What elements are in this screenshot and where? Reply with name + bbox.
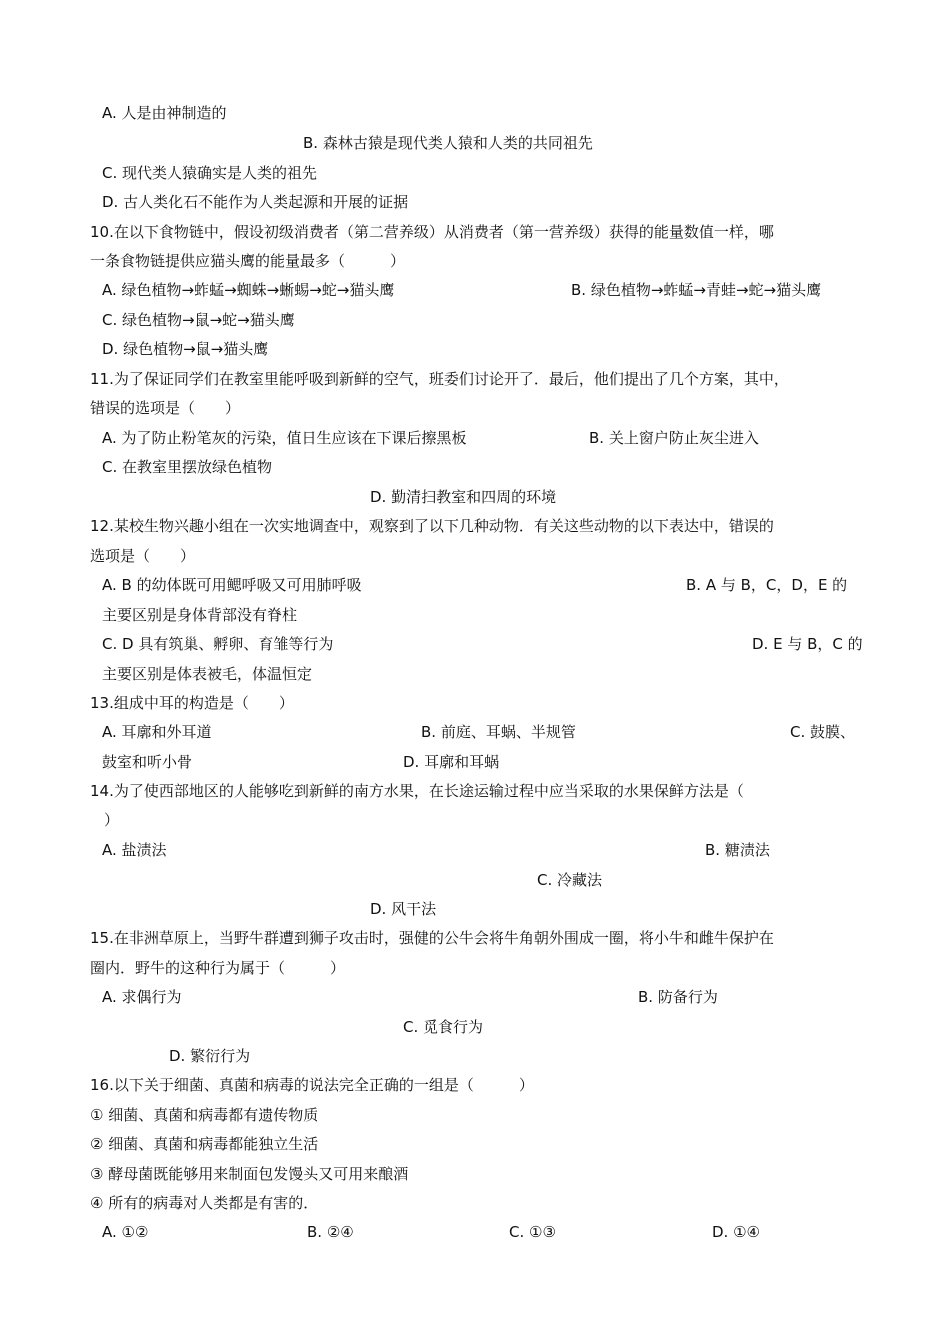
q16-option-d: D. ①④ [712, 1223, 760, 1241]
q10-option-b: B. 绿色植物→蚱蜢→青蛙→蛇→猫头鹰 [571, 281, 822, 299]
q16-statement-2: ② 细菌、真菌和病毒都能独立生活 [90, 1135, 319, 1153]
q12-option-d-line2: 主要区别是体表被毛，体温恒定 [102, 665, 313, 683]
q12-stem-line1: 12.某校生物兴趣小组在一次实地调查中，观察到了以下几种动物．有关这些动物的以下表达中，错误的 [90, 517, 774, 535]
q13-option-d: D. 耳廓和耳蜗 [403, 753, 500, 771]
q14-option-d: D. 风干法 [370, 900, 437, 918]
q13-stem: 13.组成中耳的构造是（ ） [90, 694, 294, 712]
q16-stem: 16.以下关于细菌、真菌和病毒的说法完全正确的一组是（ ） [90, 1076, 534, 1094]
q9-option-c: C. 现代类人猿确实是人类的祖先 [102, 164, 318, 182]
q11-stem-line2: 错误的选项是（ ） [90, 399, 241, 417]
q14-stem-line2: ） [104, 811, 120, 829]
q16-statement-4: ④ 所有的病毒对人类都是有害的． [90, 1194, 319, 1212]
q16-option-a: A. ①② [102, 1223, 149, 1241]
q13-option-a: A. 耳廓和外耳道 [102, 723, 212, 741]
q15-stem-line1: 15.在非洲草原上，当野牛群遭到狮子攻击时，强健的公牛会将牛角朝外围成一圈，将小牛和雌牛保护在 [90, 929, 774, 947]
q12-option-d-line1: D. E 与 B，C 的 [752, 635, 863, 653]
q15-stem-line2: 圈内．野牛的这种行为属于（ ） [90, 959, 346, 977]
q14-stem-line1: 14.为了使西部地区的人能够吃到新鲜的南方水果，在长途运输过程中应当采取的水果保鲜方法是（ [90, 782, 744, 800]
q16-option-b: B. ②④ [307, 1223, 354, 1241]
q14-option-b: B. 糖渍法 [705, 841, 770, 859]
q15-option-b: B. 防备行为 [638, 988, 718, 1006]
q14-option-a: A. 盐渍法 [102, 841, 167, 859]
q10-option-c: C. 绿色植物→鼠→蛇→猫头鹰 [102, 311, 295, 329]
q12-option-c: C. D 具有筑巢、孵卵、育雏等行为 [102, 635, 334, 653]
q12-option-a: A. B 的幼体既可用鳃呼吸又可用肺呼吸 [102, 576, 362, 594]
q13-option-c-line2: 鼓室和听小骨 [102, 753, 193, 771]
q9-option-a: A. 人是由神制造的 [102, 104, 227, 122]
q12-stem-line2: 选项是（ ） [90, 547, 196, 565]
q14-option-c: C. 冷藏法 [537, 871, 603, 889]
q16-option-c: C. ①③ [509, 1223, 556, 1241]
q16-statement-3: ③ 酵母菌既能够用来制面包发馒头又可用来酿酒 [90, 1165, 409, 1183]
q11-stem-line1: 11.为了保证同学们在教室里能呼吸到新鲜的空气，班委们讨论开了．最后，他们提出了几个方案，其中， [90, 370, 789, 388]
q15-option-d: D. 繁衍行为 [169, 1047, 251, 1065]
q10-stem-line1: 10.在以下食物链中，假设初级消费者（第二营养级）从消费者（第一营养级）获得的能量数值一样，哪 [90, 223, 774, 241]
q10-option-d: D. 绿色植物→鼠→猫头鹰 [102, 340, 269, 358]
q10-stem-line2: 一条食物链提供应猫头鹰的能量最多（ ） [90, 252, 406, 270]
q15-option-c: C. 觅食行为 [403, 1018, 484, 1036]
q11-option-b: B. 关上窗户防止灰尘进入 [589, 429, 759, 447]
q11-option-c: C. 在教室里摆放绿色植物 [102, 458, 273, 476]
q12-option-b-line2: 主要区别是身体背部没有脊柱 [102, 606, 298, 624]
q9-option-b: B. 森林古猿是现代类人猿和人类的共同祖先 [303, 134, 593, 152]
q9-option-d: D. 古人类化石不能作为人类起源和开展的证据 [102, 193, 409, 211]
q11-option-a: A. 为了防止粉笔灰的污染，值日生应该在下课后擦黑板 [102, 429, 467, 447]
q13-option-c-line1: C. 鼓膜、 [790, 723, 856, 741]
q15-option-a: A. 求偶行为 [102, 988, 182, 1006]
q12-option-b-line1: B. A 与 B，C，D，E 的 [686, 576, 848, 594]
q13-option-b: B. 前庭、耳蜗、半规管 [421, 723, 576, 741]
q11-option-d: D. 勤清扫教室和四周的环境 [370, 488, 557, 506]
q10-option-a: A. 绿色植物→蚱蜢→蜘蛛→蜥蜴→蛇→猫头鹰 [102, 281, 395, 299]
q16-statement-1: ① 细菌、真菌和病毒都有遗传物质 [90, 1106, 319, 1124]
